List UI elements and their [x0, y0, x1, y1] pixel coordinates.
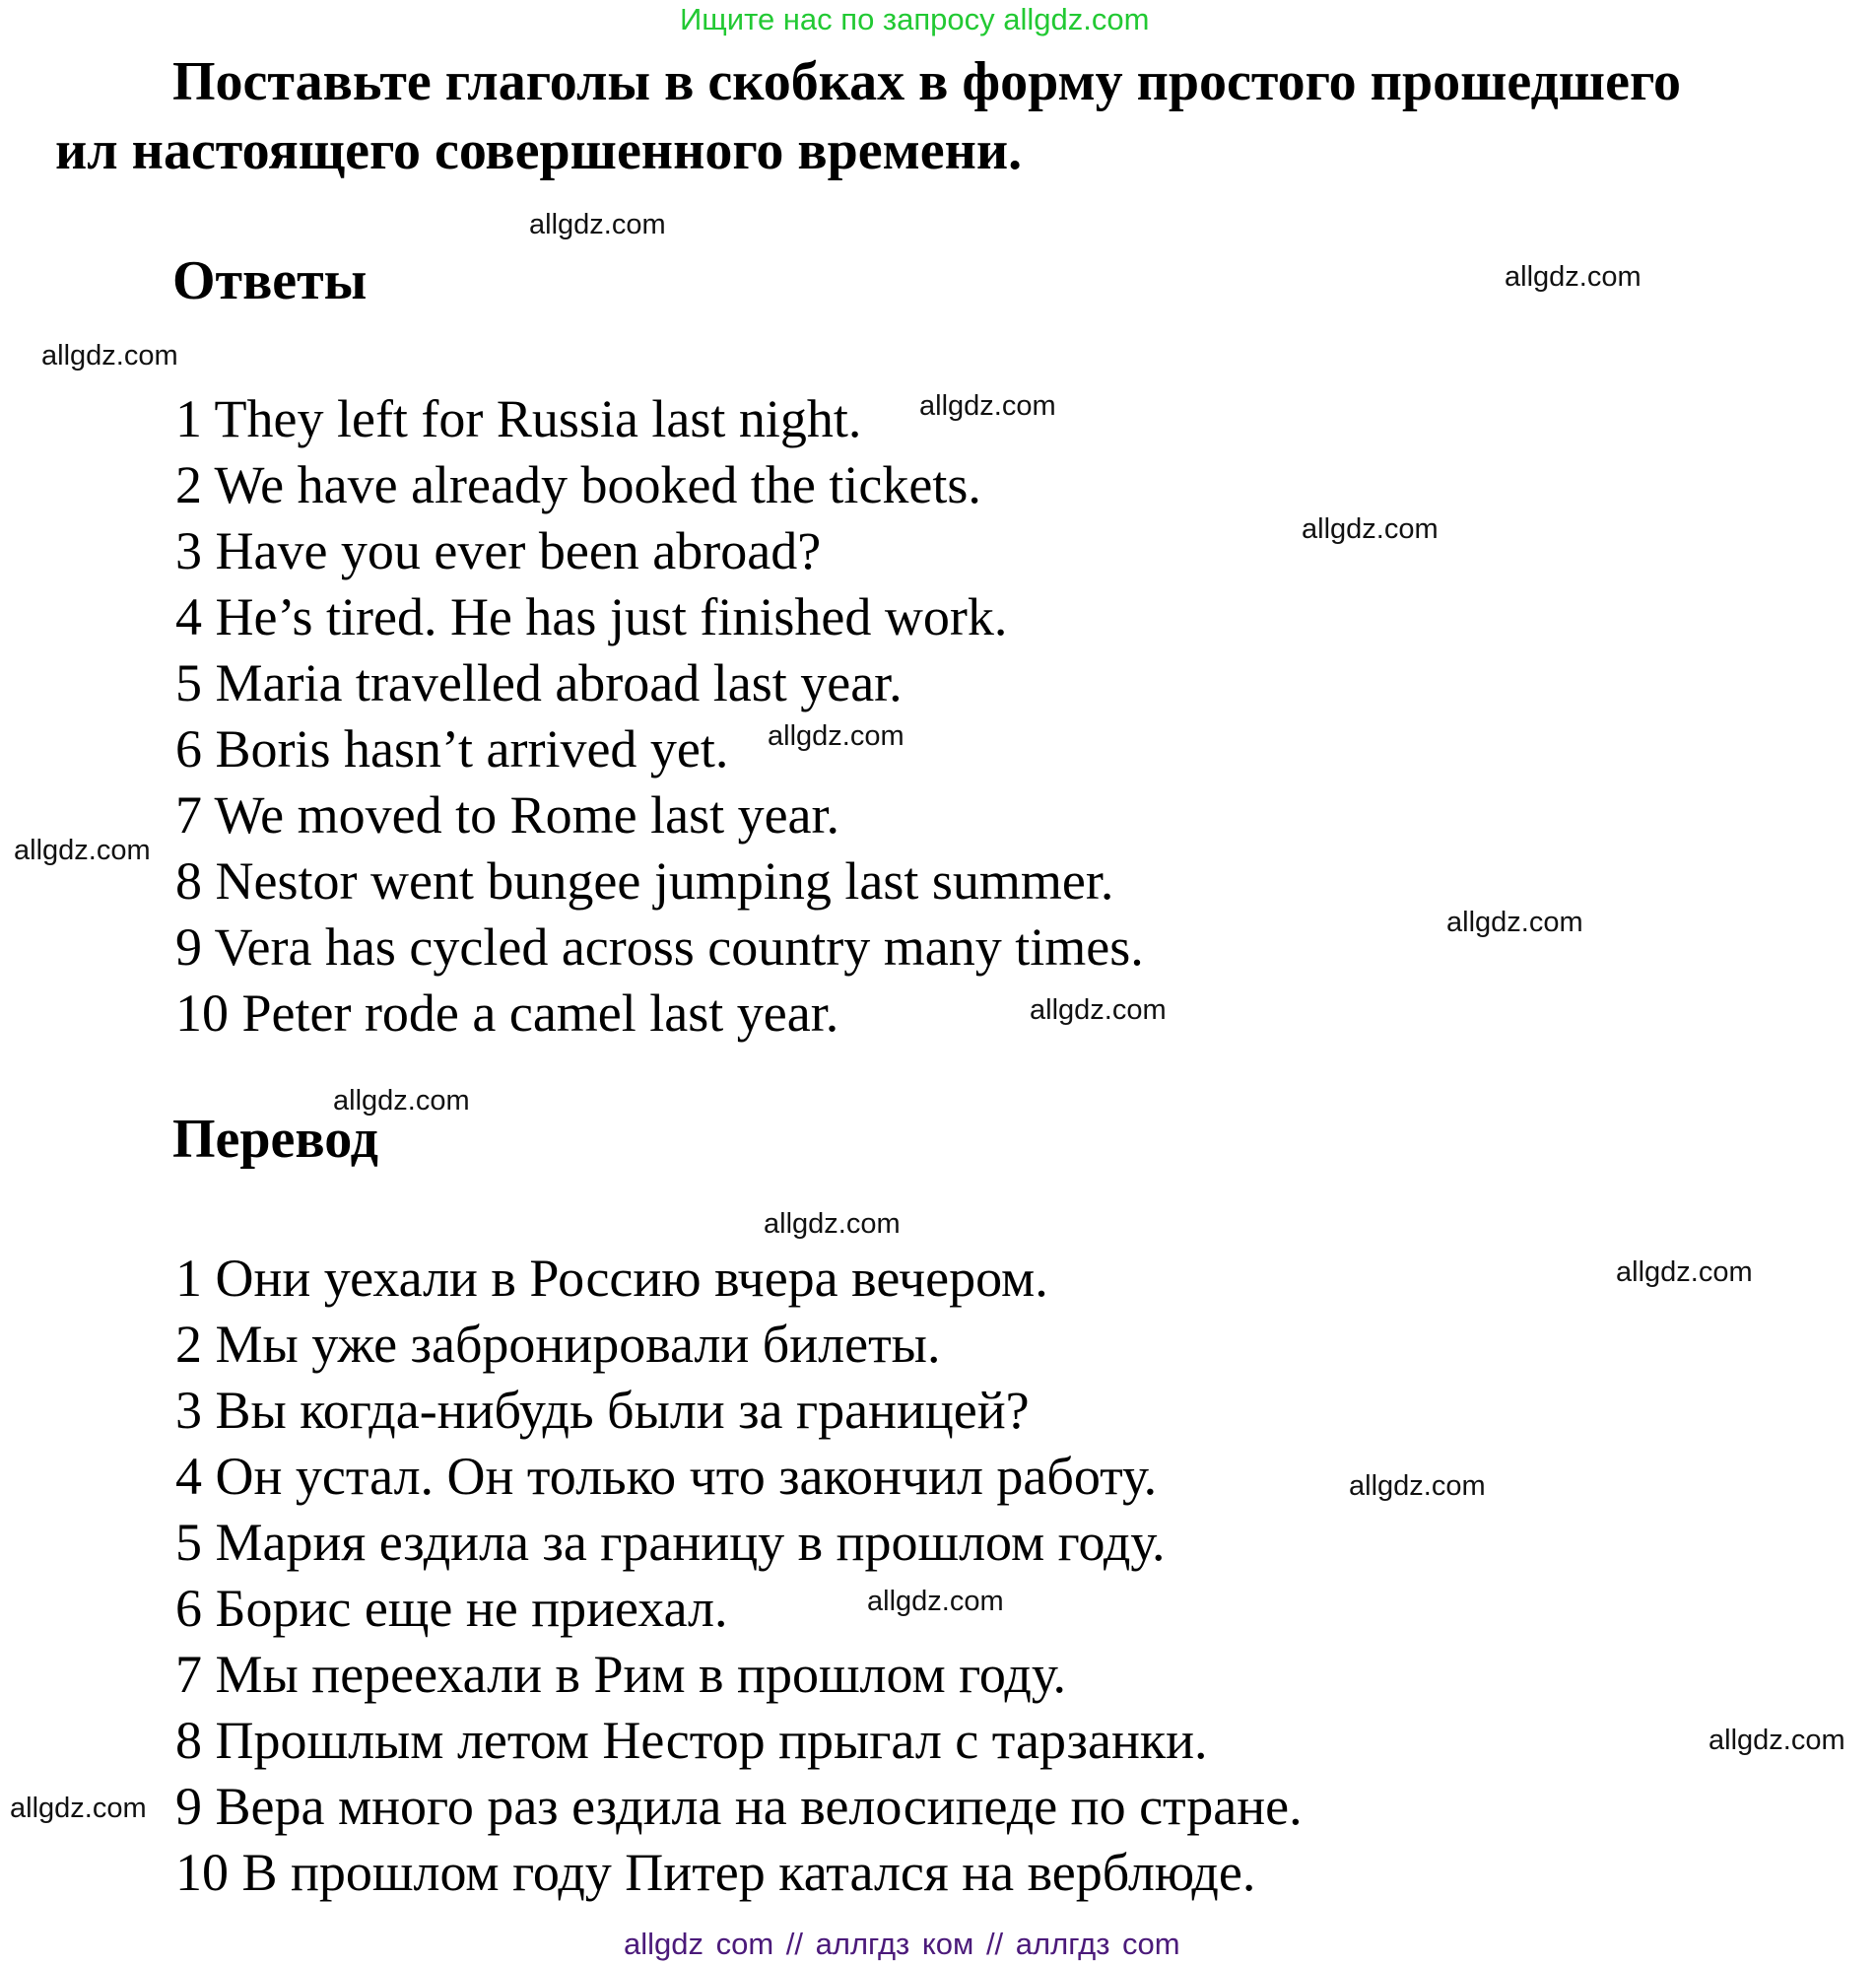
- answer-item: 9 Vera has cycled across country many times.: [175, 917, 1144, 977]
- answer-item: 4 He’s tired. He has just finished work.: [175, 587, 1008, 646]
- answer-item: 5 Maria travelled abroad last year.: [175, 653, 903, 712]
- search-banner: Ищите нас по запросу allgdz.com: [680, 2, 1150, 36]
- watermark: allgdz.com: [529, 209, 666, 240]
- translation-heading: Перевод: [172, 1109, 378, 1170]
- translation-item: 2 Мы уже забронировали билеты.: [175, 1315, 941, 1374]
- translation-item: 6 Борис еще не приехал.: [175, 1579, 728, 1638]
- translation-item: 4 Он устал. Он только что закончил работу.: [175, 1447, 1158, 1506]
- task-title-line-2: ил настоящего совершенного времени.: [55, 120, 1023, 181]
- answer-item: 10 Peter rode a camel last year.: [175, 983, 839, 1043]
- watermark: allgdz.com: [919, 390, 1056, 422]
- watermark: allgdz.com: [1030, 994, 1167, 1026]
- translation-item: 9 Вера много раз ездила на велосипеде по стране.: [175, 1777, 1303, 1836]
- translation-item: 10 В прошлом году Питер катался на верблюде.: [175, 1843, 1256, 1902]
- answer-item: 2 We have already booked the tickets.: [175, 455, 981, 514]
- translation-item: 1 Они уехали в Россию вчера вечером.: [175, 1249, 1048, 1308]
- watermark: allgdz.com: [41, 340, 178, 372]
- answer-item: 1 They left for Russia last night.: [175, 389, 862, 448]
- translation-item: 3 Вы когда-нибудь были за границей?: [175, 1381, 1030, 1440]
- translation-list: [175, 1246, 1303, 1906]
- watermark: allgdz.com: [764, 1208, 901, 1240]
- watermark: allgdz.com: [867, 1586, 1004, 1617]
- watermark: allgdz.com: [10, 1793, 147, 1824]
- watermark: allgdz.com: [1505, 261, 1642, 293]
- answer-item: 3 Have you ever been abroad?: [175, 521, 822, 580]
- watermark: allgdz.com: [1708, 1725, 1845, 1756]
- watermark: allgdz.com: [14, 835, 151, 866]
- task-title-line-1: Поставьте глаголы в скобках в форму простого прошедшего: [172, 51, 1681, 112]
- answers-heading: Ответы: [172, 250, 368, 311]
- watermark: allgdz.com: [1349, 1470, 1486, 1502]
- watermark: allgdz.com: [1446, 907, 1583, 938]
- watermark: allgdz.com: [1302, 513, 1439, 545]
- watermark: allgdz.com: [333, 1085, 470, 1117]
- answer-item: 7 We moved to Rome last year.: [175, 785, 840, 845]
- watermark: allgdz.com: [768, 720, 904, 752]
- translation-item: 7 Мы переехали в Рим в прошлом году.: [175, 1645, 1066, 1704]
- translation-item: 8 Прошлым летом Нестор прыгал с тарзанки.: [175, 1711, 1208, 1770]
- translation-item: 5 Мария ездила за границу в прошлом году.: [175, 1513, 1166, 1572]
- footer-links: allgdz com // аллгдз ком // аллгдз com: [624, 1927, 1180, 1961]
- answer-item: 8 Nestor went bungee jumping last summer.: [175, 851, 1114, 911]
- watermark: allgdz.com: [1616, 1256, 1753, 1288]
- answers-list: [175, 386, 1144, 1047]
- answer-item: 6 Boris hasn’t arrived yet.: [175, 719, 729, 779]
